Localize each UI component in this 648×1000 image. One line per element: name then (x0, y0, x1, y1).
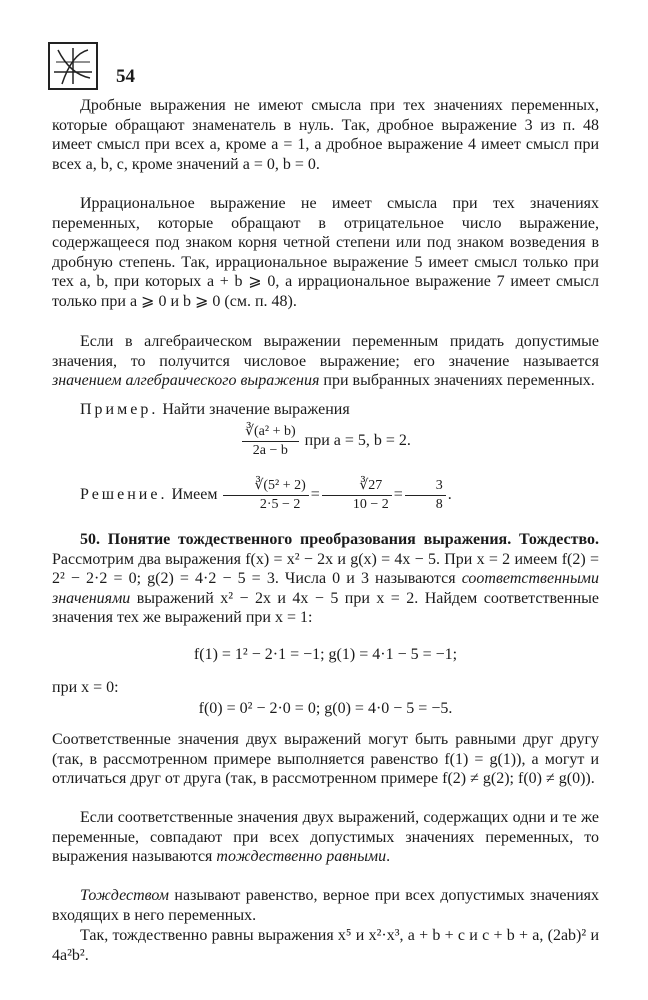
paragraph-identity-examples: Так, тождественно равны выражения x⁵ и x²·x³, a + b + c и c + b + a, (2ab)² и 4a²b². (52, 927, 599, 964)
solution-line: Решение. Имеем $\frac{\text{∛(5² + 2)}}{2\cdot 5 - 2}$ = $\frac{∛27}{10 - 2}$ = $\frac{3}{8}$ . (80, 478, 452, 512)
section-heading: 50. Понятие тождественного преобразования выражения. Тождество. (80, 531, 599, 548)
paragraph-identity-definition: Тождеством называют равенство, верное при всех допустимых значениях входящих в него переменных. (52, 887, 599, 924)
page-number: 54 (116, 66, 135, 87)
term-expression-value: значением алгебраического выражения (52, 372, 320, 389)
at-zero-label: при x = 0: (52, 679, 119, 696)
example-label: Пример. (80, 401, 159, 418)
section-50-paragraph: 50. Понятие тождественного преобразования выражения. Тождество. Рассмотрим два выражения f(x) = x² − 2x и g(x) = 4x − 5. При x = 2 имеем f(2) = 2² − 2·2 = 0; g(2) = 4·2 − 5 = 3. Числа 0 и 3 называются соответственными значениями выражений x² − 2x и 4x − 5 при x = 2. Найдем соответственные значения тех же выражений при x = 1: (52, 531, 600, 626)
paragraph-equal-values: Соответственные значения двух выражений могут быть равными друг другу (так, в рассмотренном примере выполняется равенство f(1) = g(1)), а могут и отличаться друг от друга (так, в рассмотренном примере f(2) ≠ g(2); f(0) ≠ g(0)). (52, 731, 599, 787)
equation-x-equals-0: f(0) = 0² − 2·0 = 0; g(0) = 4·0 − 5 = −5. (198, 700, 453, 717)
term-identity: Тождеством (80, 887, 169, 904)
solution-label: Решение. (80, 486, 168, 504)
paragraph-fractional: Дробные выражения не имеют смысла при тех значениях переменных, которые обращают знаменатель в нуль. Так, дробное выражение 3 из п. 48 имеет смысл при всех a, кроме a = 1, а дробное выражение 4 имеет смысл при всех a, b, c, кроме значений a = 0, b = 0. (52, 97, 599, 173)
solution-fraction-1: $\frac{\text{∛(5² + 2)}}{2\cdot 5 - 2}$ (223, 478, 308, 513)
example-fraction: $\frac{\text{∛(a² + b)}}{2a - b}$ (242, 424, 299, 459)
section-logo-icon (48, 42, 98, 90)
term-corresponding-values: соответственными значениями (52, 570, 599, 607)
paragraph-value-definition: Если в алгебраическом выражении переменным придать допустимые значения, то получится числовое выражение; его значение называется значением алгебраического выражения при выбранных значениях переменных. (52, 333, 599, 389)
solution-fraction-3: $\frac{3}{8}$ (405, 478, 446, 513)
term-identically-equal: тождественно равными (216, 848, 387, 865)
equation-x-equals-1: f(1) = 1² − 2·1 = −1; g(1) = 4·1 − 5 = −1; (193, 646, 458, 663)
paragraph-identically-equal: Если соответственные значения двух выражений, содержащих одни и те же переменные, совпадают при всех допустимых значениях переменных, то выражения называются тождественно равными. (52, 809, 599, 865)
example-formula: $\frac{\text{∛(a² + b)}}{2a - b}$ при a = 5, b = 2. (52, 424, 599, 459)
example-line: Пример. Найти значение выражения (80, 401, 350, 418)
solution-fraction-2: $\frac{∛27}{10 - 2}$ (322, 478, 392, 513)
paragraph-irrational: Иррациональное выражение не имеет смысла при тех значениях переменных, которые обращают в отрицательное число выражение, содержащееся под знаком корня четной степени или под знаком возведения в дробную степень. Так, иррациональное выражение 5 имеет смысл только при тех a, b, при которых a + b ⩾ 0, а иррациональное выражение 7 имеет смысл только при a ⩾ 0 и b ⩾ 0 (см. п. 48). (52, 195, 599, 310)
